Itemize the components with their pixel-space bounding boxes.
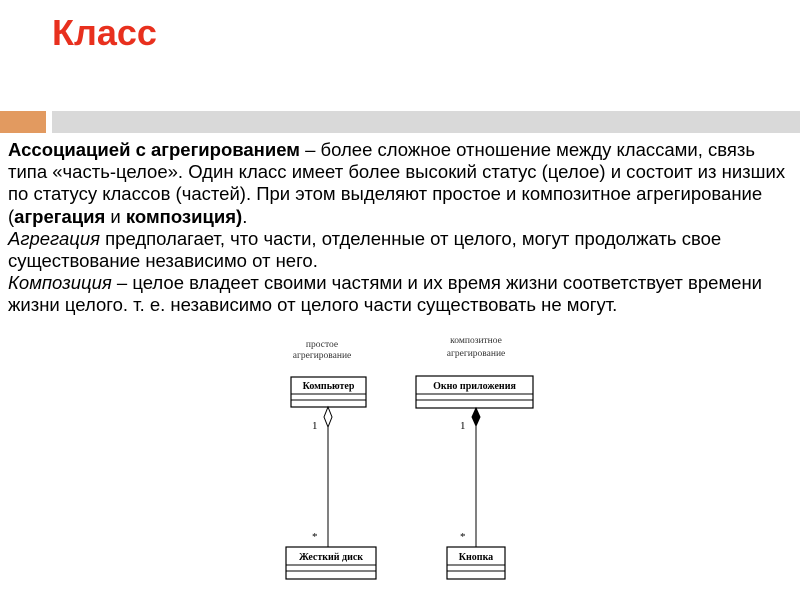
class-name-app-window: Окно приложения (433, 381, 516, 392)
period: . (242, 205, 248, 227)
left-caption-line1: простое (305, 340, 339, 350)
conjunction: и (105, 205, 126, 227)
class-name-hard-disk: Жесткий диск (298, 552, 364, 563)
paragraph-aggregation-text: предполагает, что части, отделенные от целого, могут продолжать свое существование независимо от него. (8, 227, 722, 272)
term-composition-italic: Композиция (8, 272, 112, 294)
right-mult-part: * (460, 531, 466, 543)
paragraph-composition-text: – целое владеет своими частями и их время жизни соответствует времени жизни целого. т. е. независимо от целого части существовать не могут. (8, 272, 763, 316)
term-aggregation: агрегация (14, 205, 106, 227)
left-mult-whole: 1 (312, 420, 318, 432)
term-composition: композиция) (125, 205, 243, 227)
class-name-computer: Компьютер (302, 381, 355, 392)
term-association: Ассоциацией с агрегированием (8, 139, 300, 160)
right-mult-whole: 1 (460, 420, 466, 432)
class-box-hard-disk (286, 547, 376, 579)
right-caption-line2: агрегирование (446, 349, 506, 359)
hollow-diamond-icon (324, 407, 332, 427)
term-aggregation-italic: Агрегация (8, 227, 100, 249)
class-box-computer (291, 377, 366, 407)
slide-title: Класс (52, 12, 157, 53)
paragraph-association-text: – более сложное отношение между классами, связь типа «часть-целое». Один класс имеет более высокий статус (целое) и состоит из низших по статусу классов (частей). При этом выделяют простое и композитное агрегирование ( (8, 139, 786, 227)
class-box-button (447, 547, 505, 579)
left-caption-line2: агрегирование (292, 351, 352, 361)
class-name-button: Кнопка (458, 552, 494, 563)
class-box-app-window (416, 376, 533, 408)
left-mult-part: * (312, 531, 318, 543)
right-caption-line1: композитное (450, 336, 502, 346)
filled-diamond-icon (472, 408, 480, 426)
